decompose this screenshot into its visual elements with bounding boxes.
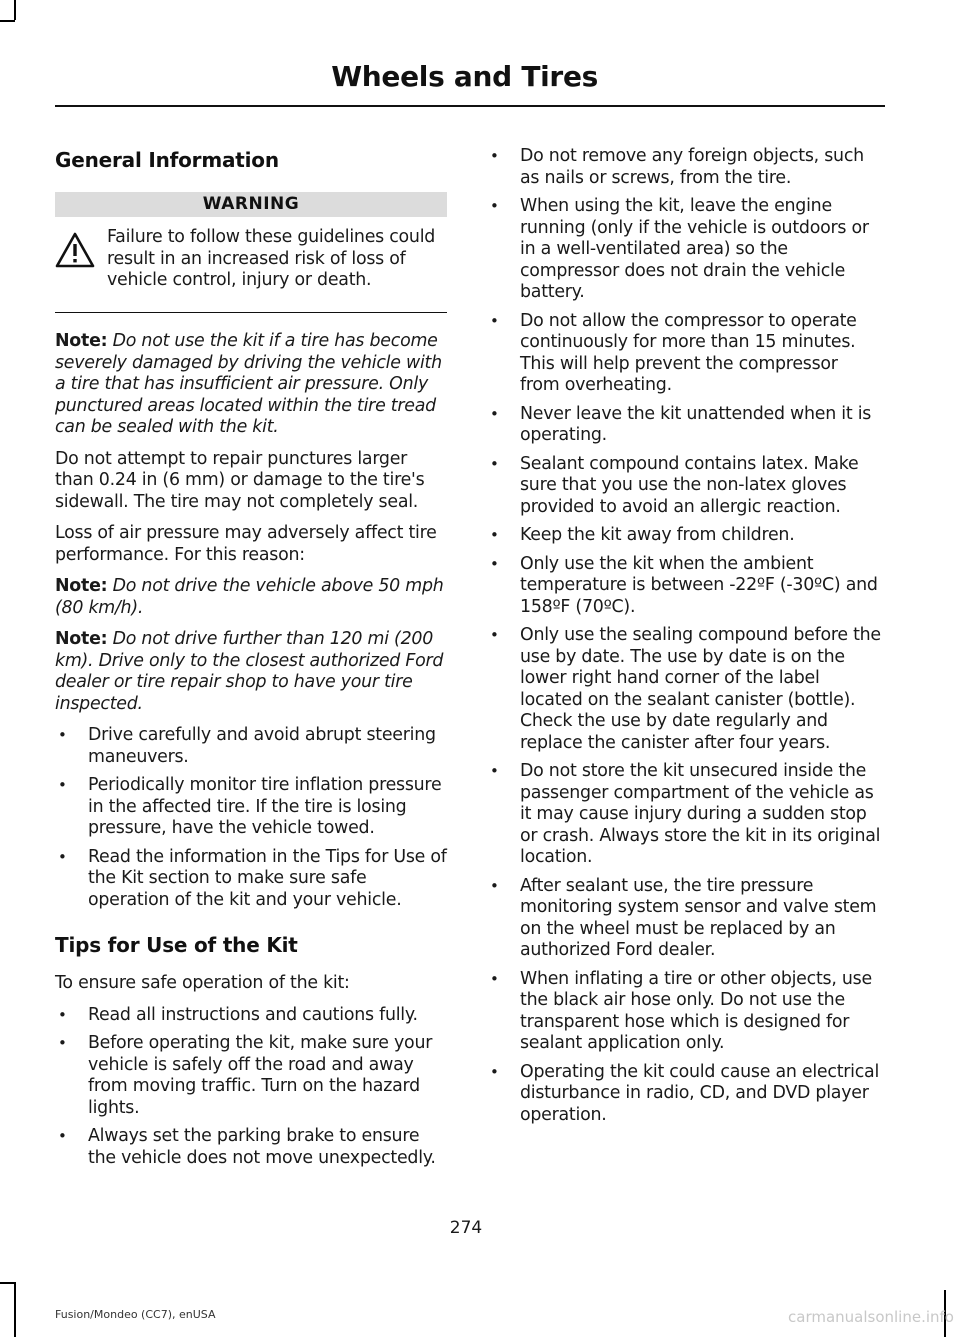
list-item: • When using the kit, leave the engine running (only if the vehicle is outdoors or in a well-ventilated area) so the compressor does not drain the vehicle battery.	[487, 196, 882, 304]
body-paragraph: To ensure safe operation of the kit:	[55, 973, 350, 993]
list-item: • Read the information in the Tips for Use of the Kit section to make sure safe operation of the kit and your vehicle.	[55, 847, 447, 912]
list-item: • Only use the sealing compound before the use by date. The use by date is on the lower right hand corner of the label located on the sealant canister (bottle). Check the use by date regularly and replace the canister after four years.	[487, 625, 882, 754]
body-paragraph: Loss of air pressure may adversely affect tire performance. For this reason:	[55, 523, 437, 565]
list-item: • Always set the parking brake to ensure the vehicle does not move unexpectedly.	[55, 1126, 447, 1169]
list-item: • Before operating the kit, make sure your vehicle is safely off the road and away from moving traffic. Turn on the hazard lights.	[55, 1033, 447, 1119]
list-item: • Read all instructions and cautions fully.	[55, 1005, 447, 1027]
section-heading-general-information: General Information	[55, 148, 279, 172]
page-number: 274	[449, 1218, 483, 1238]
left-column	[55, 146, 447, 1176]
crop-mark	[14, 0, 16, 20]
page-header-title: Wheels and Tires	[331, 60, 598, 93]
note-text: Do not use the kit if a tire has become severely damaged by driving the vehicle with a tire that has insufficient air pressure. Only punctured areas located within the tire tread can be sealed with the kit.	[55, 331, 442, 437]
list-item: • Drive carefully and avoid abrupt steering maneuvers.	[55, 725, 447, 768]
list-item: • Operating the kit could cause an electrical disturbance in radio, CD, and DVD player operation.	[487, 1062, 882, 1127]
note-label: Note:	[55, 629, 108, 649]
note-paragraph	[55, 331, 447, 439]
watermark-text: carmanualsonline.info	[788, 1308, 954, 1326]
list-item: • Do not store the kit unsecured inside the passenger compartment of the vehicle as it may cause injury during a sudden stop or crash. Always store the kit in its original location.	[487, 761, 882, 869]
crop-mark	[0, 1282, 15, 1284]
warning-label: WARNING	[55, 192, 447, 217]
header-rule	[55, 105, 885, 107]
list-item: • When inflating a tire or other objects, use the black air hose only. Do not use the transparent hose which is designed for sealant application only.	[487, 969, 882, 1055]
right-column	[487, 146, 882, 1133]
note-label: Note:	[55, 576, 108, 596]
warning-divider	[55, 312, 447, 314]
crop-mark	[14, 1282, 16, 1337]
section-heading-tips: Tips for Use of the Kit	[55, 933, 298, 957]
list-item: • Only use the kit when the ambient temperature is between -22ºF (-30ºC) and 158ºF (70ºC).	[487, 554, 882, 619]
note-text: Do not drive further than 120 mi (200 km). Drive only to the closest authorized Ford dealer or tire repair shop to have your tire inspected.	[55, 629, 444, 714]
list-item: • Do not allow the compressor to operate continuously for more than 15 minutes. This will help prevent the compressor from overheating.	[487, 311, 882, 397]
footer-text: Fusion/Mondeo (CC7), enUSA	[55, 1308, 216, 1321]
list-item: • After sealant use, the tire pressure monitoring system sensor and valve stem on the wheel must be replaced by an authorized Ford dealer.	[487, 876, 882, 962]
body-paragraph: Do not attempt to repair punctures larger than 0.24 in (6 mm) or damage to the tire's sidewall. The tire may not completely seal.	[55, 448, 425, 512]
bullet-list	[487, 146, 882, 1126]
warning-box	[55, 192, 447, 313]
bullet-list	[55, 1005, 447, 1170]
note-label: Note:	[55, 331, 108, 351]
note-text: Do not drive the vehicle above 50 mph (80 km/h).	[55, 576, 444, 618]
list-item: • Periodically monitor tire inflation pressure in the affected tire. If the tire is losing pressure, have the vehicle towed.	[55, 775, 447, 840]
list-item: • Sealant compound contains latex. Make sure that you use the non-latex gloves provided to avoid an allergic reaction.	[487, 454, 882, 519]
note-paragraph	[55, 629, 447, 715]
list-item: • Do not remove any foreign objects, such as nails or screws, from the tire.	[487, 146, 882, 189]
note-paragraph	[55, 576, 447, 619]
crop-mark	[0, 20, 15, 22]
warning-triangle-icon	[55, 232, 95, 268]
bullet-list	[55, 725, 447, 911]
warning-text: Failure to follow these guidelines could result in an increased risk of loss of vehicle control, injury or death.	[107, 227, 436, 290]
list-item: • Never leave the kit unattended when it is operating.	[487, 404, 882, 447]
list-item: • Keep the kit away from children.	[487, 525, 882, 547]
